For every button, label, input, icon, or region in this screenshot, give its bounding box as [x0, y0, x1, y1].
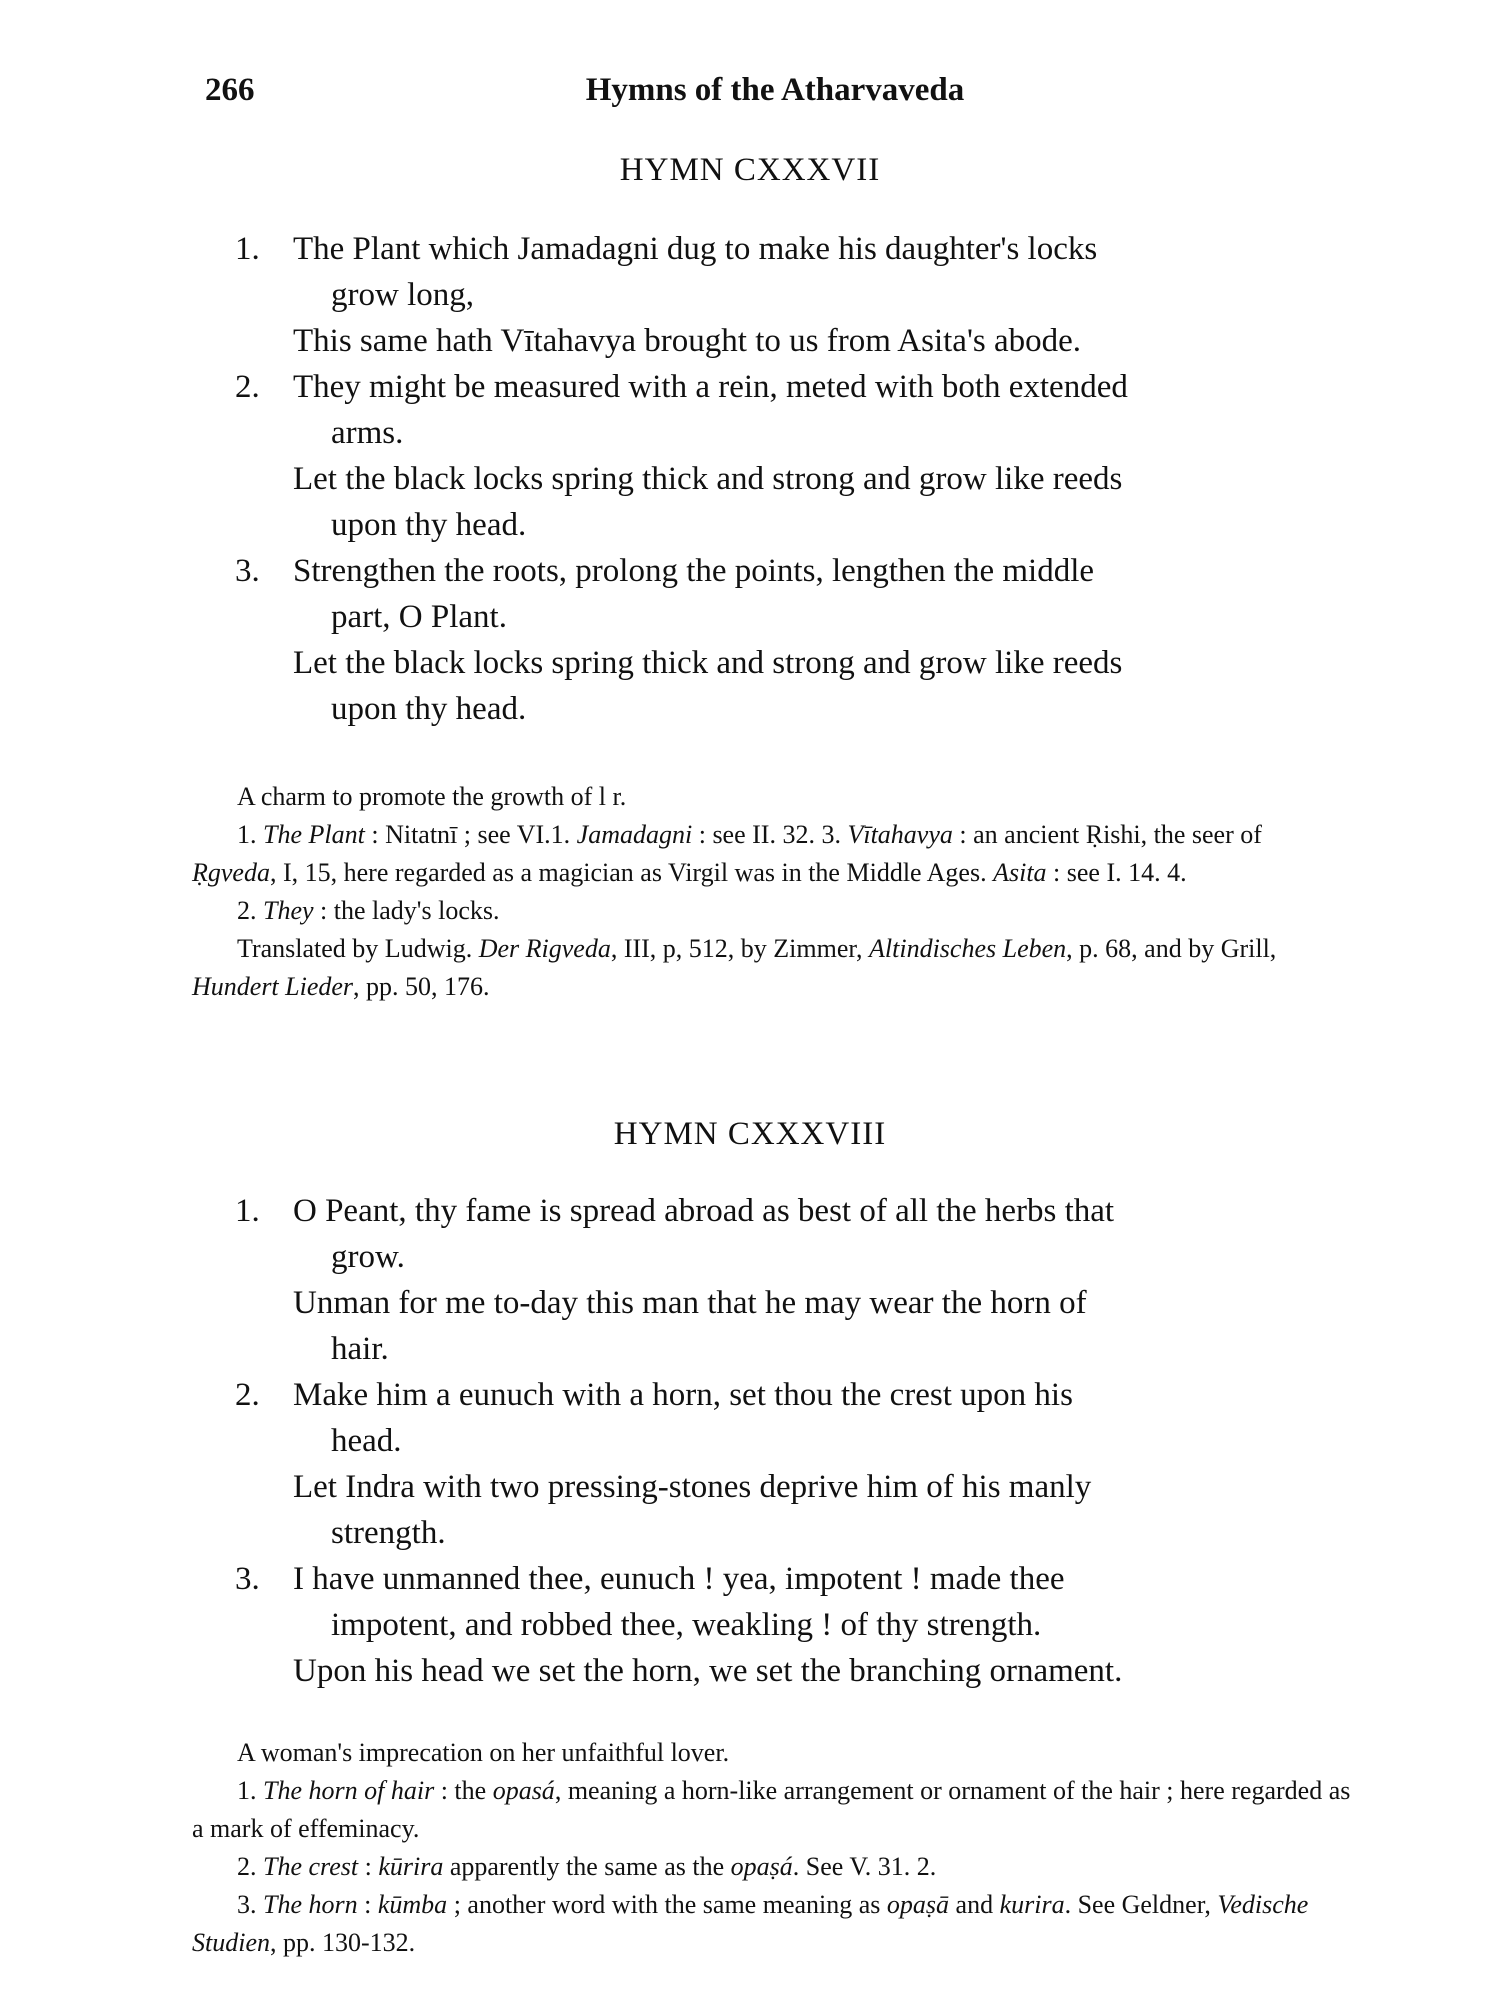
- verse-line: Let the black locks spring thick and strong and grow like reeds: [293, 645, 1123, 681]
- note-text: 2.: [237, 896, 263, 925]
- note-paragraph: [192, 1848, 1352, 1886]
- note-paragraph: [192, 1772, 1352, 1848]
- verse-line: impotent, and robbed thee, weakling ! of thy strength.: [331, 1607, 1042, 1643]
- note-italic: opasá: [492, 1776, 555, 1805]
- verse-line: They might be measured with a rein, meted with both extended: [293, 369, 1128, 405]
- note-italic: They: [263, 896, 314, 925]
- verse-line: Strengthen the roots, prolong the points, lengthen the middle: [293, 553, 1095, 589]
- note-text: , III, p, 512, by Zimmer,: [610, 934, 870, 963]
- note-text: 2.: [237, 1852, 263, 1881]
- note-paragraph: [192, 1886, 1352, 1962]
- note-text: 1.: [237, 820, 263, 849]
- page-header: [205, 72, 1345, 112]
- verse-line: I have unmanned thee, eunuch ! yea, impotent ! made thee: [293, 1561, 1065, 1597]
- note-text: : an ancient Ṛishi, the seer of: [952, 820, 1262, 849]
- verse-line: The Plant which Jamadagni dug to make his daughter's locks: [293, 231, 1098, 267]
- verse: [235, 548, 1355, 732]
- note-text: Translated by Ludwig.: [237, 934, 479, 963]
- note-italic: Vedische Studien: [192, 1890, 1309, 1957]
- note-text: 1.: [237, 1776, 263, 1805]
- note-text: , meaning a horn-like arrangement or ornament of the hair ; here regarded as a mark of effeminacy.: [192, 1776, 1351, 1843]
- hymn-137-notes: [192, 778, 1352, 1006]
- verse-line: Let the black locks spring thick and strong and grow like reeds: [293, 461, 1123, 497]
- note-text: : see II. 32. 3.: [692, 820, 848, 849]
- hymn-137-title: HYMN CXXXVII: [619, 152, 881, 188]
- verse-line: strength.: [331, 1515, 446, 1551]
- note-italic: The horn: [263, 1890, 358, 1919]
- verse: [235, 1556, 1355, 1694]
- note-italic: The horn of hair: [263, 1776, 435, 1805]
- note-italic: opaṣá: [730, 1852, 793, 1881]
- note-text: , pp. 130-132.: [270, 1928, 416, 1957]
- verse-line: This same hath Vītahavya brought to us from Asita's abode.: [293, 323, 1082, 359]
- note-text: A woman's imprecation on her unfaithful lover.: [237, 1738, 730, 1767]
- hymn-138-notes: [192, 1734, 1352, 1962]
- note-text: apparently the same as the: [443, 1852, 731, 1881]
- note-italic: kurira: [999, 1890, 1065, 1919]
- verse-line: hair.: [331, 1331, 389, 1367]
- note-text: A charm to promote the growth of l r.: [237, 782, 627, 811]
- note-text: . See V. 31. 2.: [792, 1852, 937, 1881]
- verse-line: arms.: [331, 415, 404, 451]
- note-text: . See Geldner,: [1064, 1890, 1218, 1919]
- note-text: : the lady's locks.: [313, 896, 500, 925]
- note-text: and: [949, 1890, 1000, 1919]
- verse-line: upon thy head.: [331, 691, 527, 727]
- verse-number: 3.: [235, 1561, 260, 1597]
- verse-line: Let Indra with two pressing-stones deprive him of his manly: [293, 1469, 1092, 1505]
- note-italic: Altindisches Leben: [869, 934, 1067, 963]
- note-text: : the: [434, 1776, 493, 1805]
- note-text: 3.: [237, 1890, 263, 1919]
- note-italic: kūrira: [378, 1852, 444, 1881]
- note-italic: opaṣā: [886, 1890, 950, 1919]
- note-italic: Hundert Lieder: [192, 972, 354, 1001]
- verse: [235, 364, 1355, 548]
- hymn-137-verses: [235, 226, 1355, 732]
- note-text: , I, 15, here regarded as a magician as Virgil was in the Middle Ages.: [269, 858, 994, 887]
- note-text: : see I. 14. 4.: [1046, 858, 1187, 887]
- verse-line: Make him a eunuch with a horn, set thou the crest upon his: [293, 1377, 1073, 1413]
- verse-line: O Peant, thy fame is spread abroad as best of all the herbs that: [293, 1193, 1115, 1229]
- note-paragraph: [192, 1734, 1352, 1772]
- note-paragraph: [192, 930, 1352, 1006]
- hymn-138-verses: [235, 1188, 1355, 1694]
- note-text: :: [357, 1890, 378, 1919]
- verse-line: grow.: [331, 1239, 405, 1275]
- note-italic: kūmba: [377, 1890, 448, 1919]
- page-number: 266: [205, 72, 255, 108]
- verse: [235, 1372, 1355, 1556]
- note-italic: Asita: [993, 858, 1047, 887]
- verse-number: 2.: [235, 1377, 260, 1413]
- verse-line: Unman for me to-day this man that he may wear the horn of: [293, 1285, 1087, 1321]
- verse-number: 1.: [235, 1193, 260, 1229]
- note-text: : Nitatnī ; see VI.1.: [364, 820, 577, 849]
- note-italic: Der Rigveda: [478, 934, 611, 963]
- running-title: Hymns of the Atharvaveda: [585, 72, 965, 108]
- note-paragraph: [192, 816, 1352, 892]
- verse-line: upon thy head.: [331, 507, 527, 543]
- verse: [235, 1188, 1355, 1372]
- note-paragraph: [192, 892, 1352, 930]
- note-italic: Jamadagni: [576, 820, 693, 849]
- note-italic: The crest: [263, 1852, 359, 1881]
- hymn-138-title: HYMN CXXXVIII: [613, 1116, 887, 1152]
- verse-line: head.: [331, 1423, 402, 1459]
- note-text: , p. 68, and by Grill,: [1066, 934, 1277, 963]
- verse-number: 2.: [235, 369, 260, 405]
- note-paragraph: [192, 778, 1352, 816]
- verse-number: 1.: [235, 231, 260, 267]
- verse-line: part, O Plant.: [331, 599, 507, 635]
- note-italic: Vītahavya: [847, 820, 953, 849]
- verse: [235, 226, 1355, 364]
- note-text: , pp. 50, 176.: [353, 972, 490, 1001]
- note-text: ; another word with the same meaning as: [447, 1890, 887, 1919]
- note-italic: The Plant: [263, 820, 365, 849]
- verse-line: grow long,: [331, 277, 474, 313]
- note-italic: Ṛgveda: [192, 858, 270, 887]
- note-text: :: [358, 1852, 379, 1881]
- verse-number: 3.: [235, 553, 260, 589]
- verse-line: Upon his head we set the horn, we set the branching ornament.: [293, 1653, 1123, 1689]
